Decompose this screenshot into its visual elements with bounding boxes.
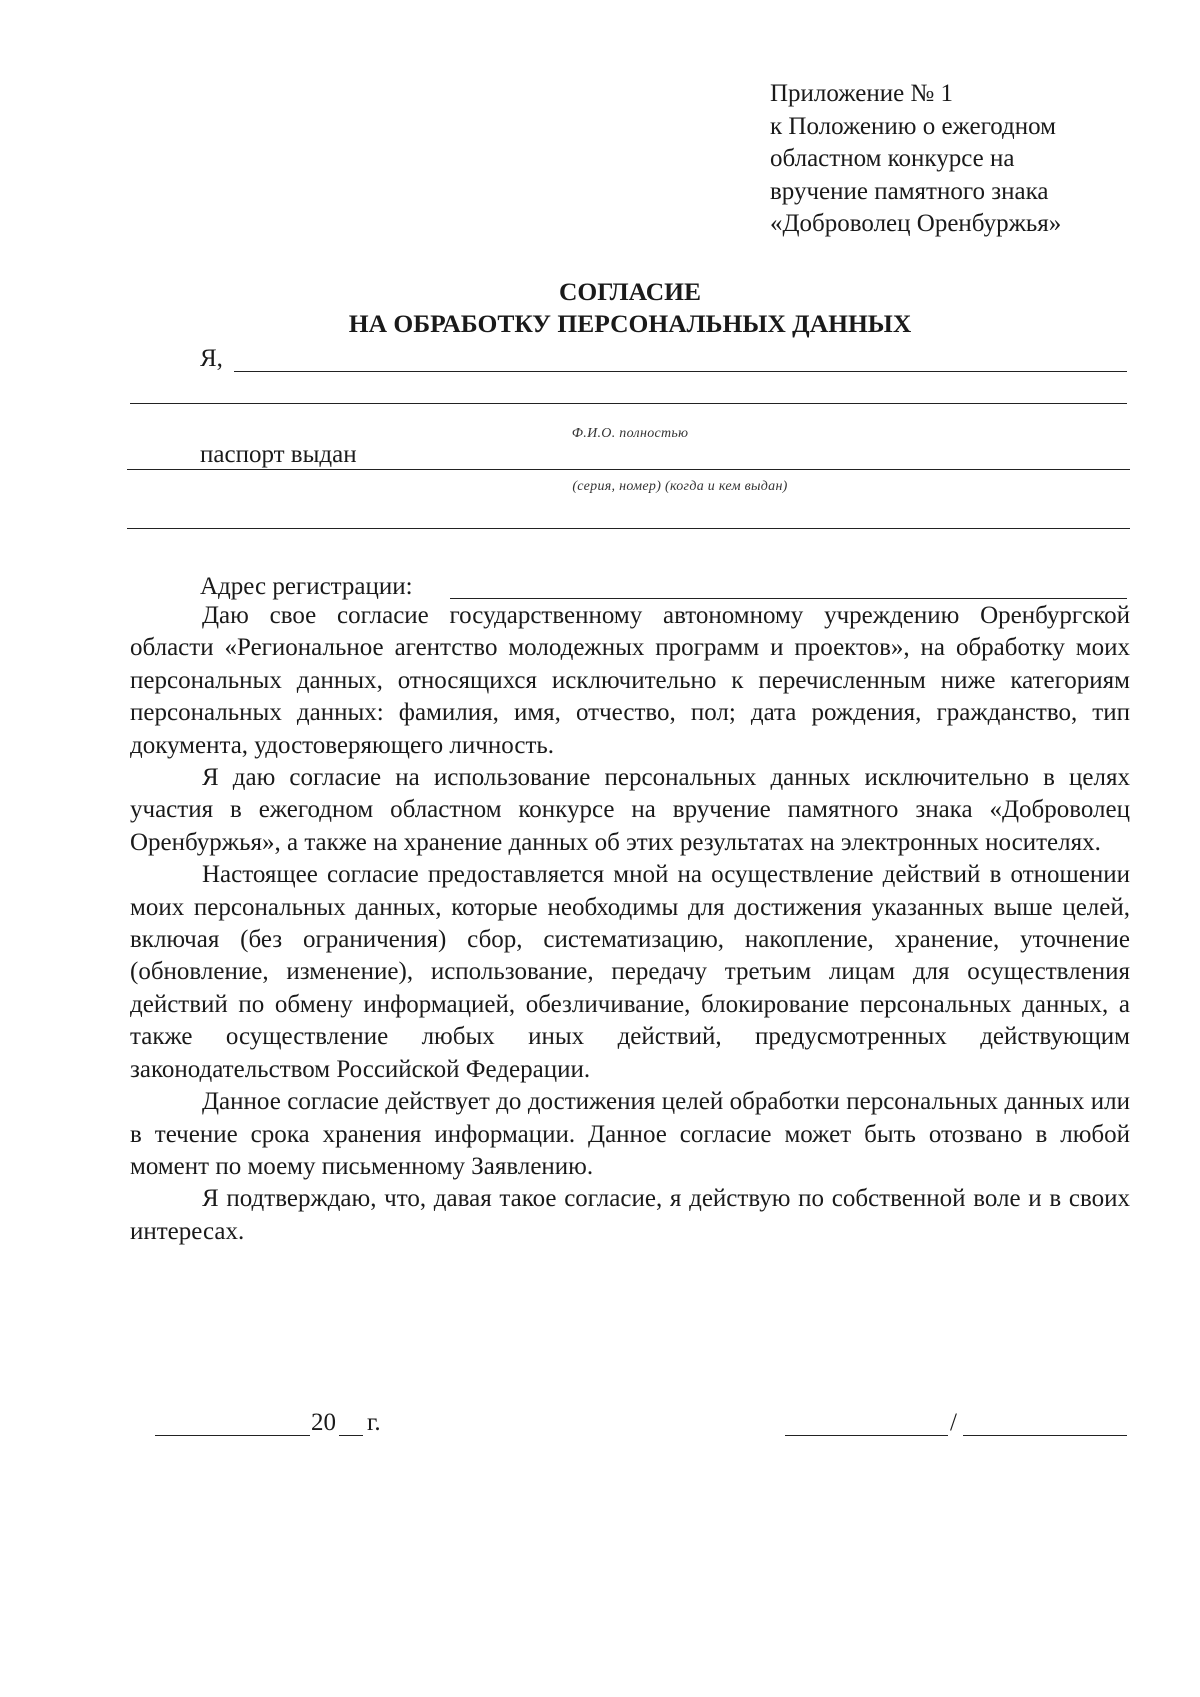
address-line[interactable] bbox=[450, 598, 1127, 599]
title-line-2: НА ОБРАБОТКУ ПЕРСОНАЛЬНЫХ ДАННЫХ bbox=[348, 309, 912, 338]
fio-line-2[interactable] bbox=[130, 403, 1127, 404]
fio-hint: Ф.И.О. полностью bbox=[571, 426, 689, 441]
appendix-line: областном конкурсе на bbox=[770, 145, 1015, 172]
title-line-1: СОГЛАСИЕ bbox=[558, 277, 702, 306]
paragraph: Даю свое согласие государственному автономному учреждению Оренбургской области «Региональное агентство молодежных программ и проектов», на обработку моих персональных данных, относящихся исключительно к перечисленным ниже категориям персональных данных: фамилия, имя, отчество, пол; дата рождения, гражданство, тип документа, удостоверяющего личность. bbox=[130, 602, 1130, 759]
appendix-line: к Положению о ежегодном bbox=[770, 112, 1056, 140]
paragraph: Настоящее согласие предоставляется мной на осуществление действий в отношении моих персональных данных, которые необходимы для достижения указанных выше целей, включая (без ограничения) сбор, систематизацию, накопление, хранение, уточнение (обновление, изменение), использование, передачу третьим лицам для осуществления действий по обмену информацией, обезличивание, блокирование персональных данных, а также осуществление любых иных действий, предусмотренных действующим законодательством Российской Федерации. bbox=[130, 861, 1130, 1083]
signature-decoding-line[interactable] bbox=[963, 1435, 1127, 1436]
i-label: Я, bbox=[200, 345, 223, 372]
date-year-suffix: г. bbox=[367, 1409, 381, 1436]
appendix-line: Приложение № 1 bbox=[770, 80, 954, 107]
date-year-line[interactable] bbox=[339, 1435, 363, 1436]
date-day-month-line[interactable] bbox=[155, 1435, 310, 1436]
document-title bbox=[130, 276, 1130, 340]
address-label: Адрес регистрации: bbox=[200, 573, 413, 600]
passport-line-1[interactable] bbox=[127, 469, 1130, 470]
paragraph: Я подтверждаю, что, давая такое согласие, я действую по собственной воле и в своих интересах. bbox=[130, 1185, 1130, 1245]
passport-label: паспорт выдан bbox=[200, 441, 357, 468]
date-year-prefix: 20 bbox=[311, 1409, 336, 1436]
passport-hint: (серия, номер) (когда и кем выдан) bbox=[572, 479, 788, 494]
paragraph: Я даю согласие на использование персональных данных исключительно в целях участия в ежегодном областном конкурсе на вручение памятного знака «Доброволец Оренбуржья», а также на хранение данных об этих результатах на электронных носителях. bbox=[130, 764, 1130, 856]
appendix-line: «Доброволец Оренбуржья» bbox=[770, 210, 1062, 237]
paragraph: Данное согласие действует до достижения целей обработки персональных данных или в течение срока хранения информации. Данное согласие может быть отозвано в любой момент по моему письменному Заявлению. bbox=[130, 1088, 1130, 1180]
signature-line[interactable] bbox=[785, 1435, 948, 1436]
signature-separator: / bbox=[950, 1409, 957, 1436]
fio-line-1[interactable] bbox=[234, 371, 1127, 372]
appendix-line: вручение памятного знака bbox=[770, 177, 1049, 205]
appendix-reference bbox=[770, 78, 1150, 241]
consent-body bbox=[130, 600, 1130, 1248]
passport-line-2[interactable] bbox=[127, 528, 1130, 529]
